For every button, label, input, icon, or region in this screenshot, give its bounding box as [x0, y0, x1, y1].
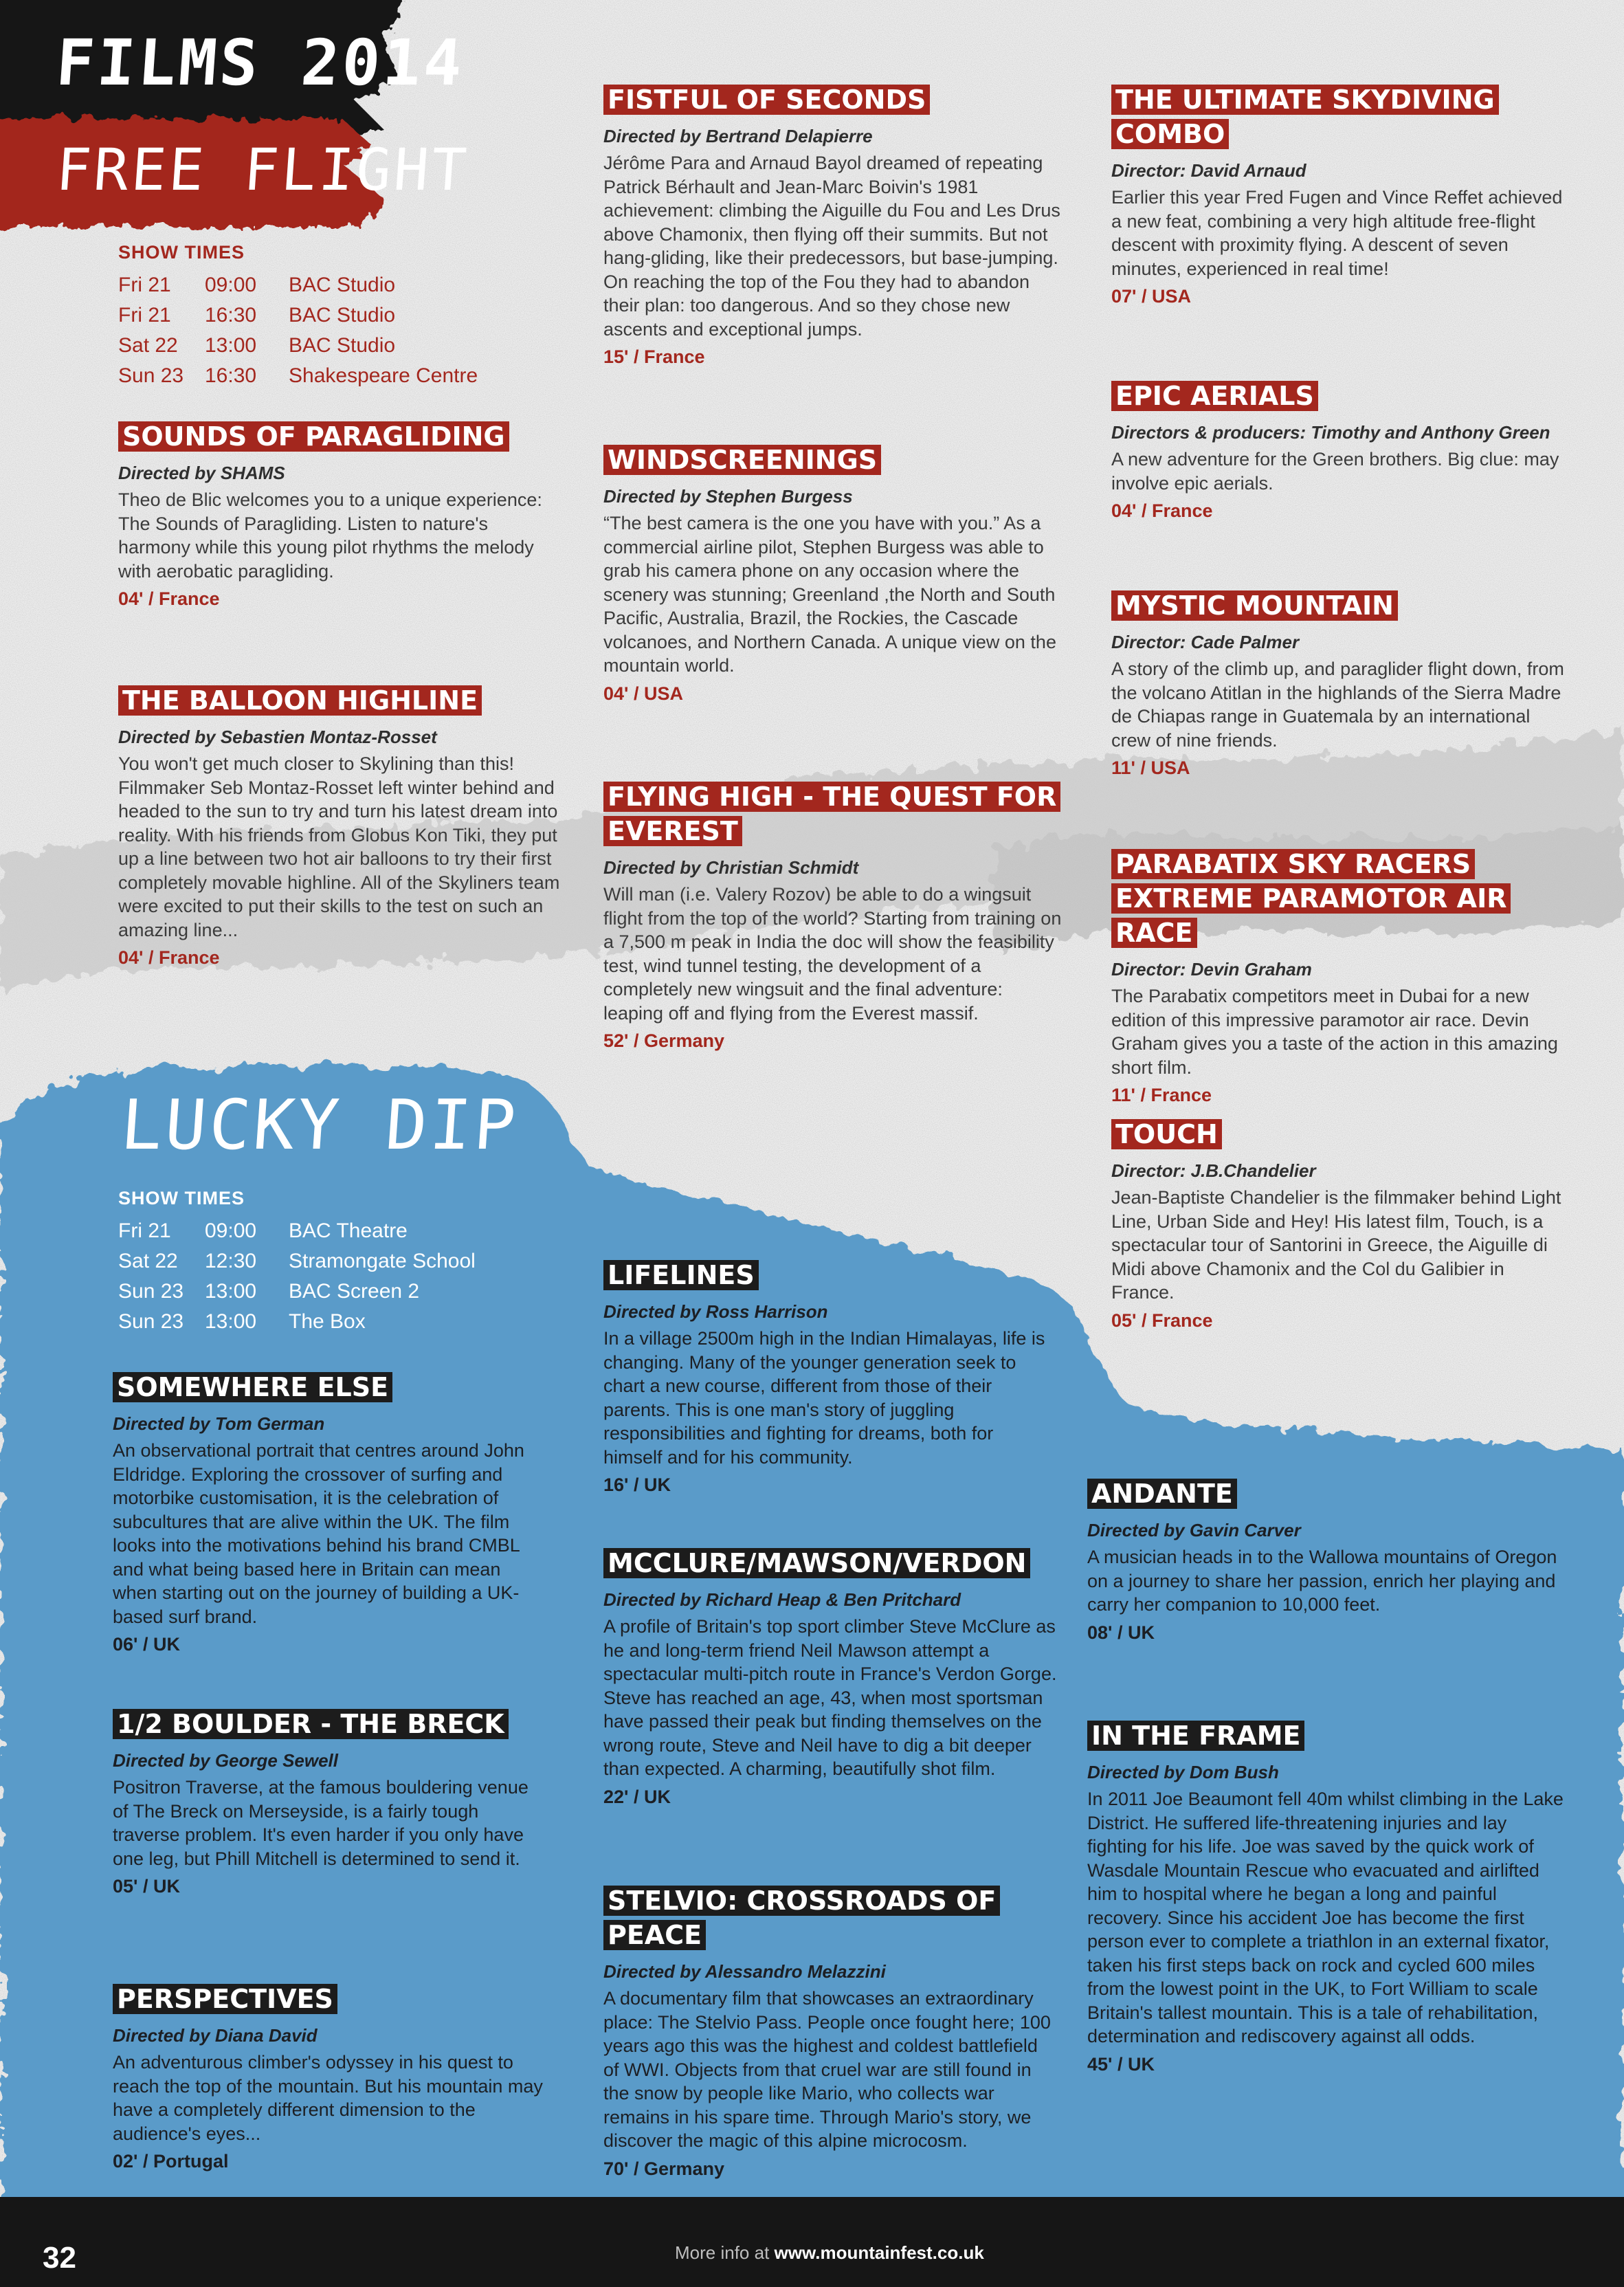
showtimes-label: SHOW TIMES [118, 1188, 245, 1208]
film-director: Directed by SHAMS [118, 463, 285, 483]
film-title: WINDSCREENINGS [603, 445, 881, 475]
film-description: Jérôme Para and Arnaud Bayol dreamed of repeating Patrick Bérhault and Jean-Marc Boivin's 1981 achievement: climbing the Aiguille du Fou and Les Drus above Chamonix, then flying off their summits. But not hang-gliding, like their predecessors, but base-jumping. On reaching the top of the Fou they had to abandon their plan: too dangerous. And so they chose new ascents and exceptional jumps. [603, 153, 1060, 340]
film-director: Directed by Diana David [113, 2025, 318, 2046]
film-director: Directed by Sebastien Montaz-Rosset [118, 727, 437, 747]
showtime-row [118, 1216, 476, 1246]
page-number: 32 [43, 2241, 76, 2275]
film-title: PARABATIX SKY RACERS EXTREME PARAMOTOR AIR RACE [1111, 849, 1511, 948]
film-duration-country: 04' / France [1111, 500, 1213, 521]
showtime-row [118, 270, 478, 300]
showtime-day: Fri 21 [118, 304, 171, 327]
film-title: STELVIO: CROSSROADS OF PEACE [603, 1886, 1000, 1950]
showtime-time: 13:00 [205, 334, 257, 357]
showtime-row [118, 1246, 476, 1277]
film-duration-country: 22' / UK [603, 1786, 671, 1807]
film-director: Director: David Arnaud [1111, 160, 1306, 181]
showtime-day: Sun 23 [118, 1310, 184, 1333]
film-title: SOUNDS OF PARAGLIDING [118, 421, 509, 452]
film-director: Director: J.B.Chandelier [1111, 1160, 1316, 1181]
film-duration-country: 11' / USA [1111, 758, 1190, 778]
film-title: SOMEWHERE ELSE [113, 1372, 392, 1402]
film-duration-country: 06' / UK [113, 1634, 180, 1655]
film-entry [1111, 1117, 1570, 1334]
film-entry [603, 1258, 1057, 1498]
film-duration-country: 04' / France [118, 947, 220, 968]
film-entry [603, 1546, 1057, 1810]
film-duration-country: 11' / France [1111, 1085, 1212, 1105]
film-director: Directed by Gavin Carver [1087, 1520, 1301, 1540]
film-entry [113, 1370, 547, 1657]
showtime-venue: BAC Studio [289, 304, 396, 327]
film-description: An adventurous climber's odyssey in his quest to reach the top of the mountain. But his mountain may have a completely different dimension to the audience's eyes... [113, 2052, 543, 2144]
showtime-venue: The Box [289, 1310, 366, 1333]
film-title: FLYING HIGH - THE QUEST FOR EVEREST [603, 782, 1060, 846]
showtime-time: 16:30 [205, 364, 257, 387]
film-director: Directed by Bertrand Delapierre [603, 126, 873, 146]
film-duration-country: 04' / USA [603, 683, 683, 704]
showtime-venue: BAC Studio [289, 334, 396, 357]
film-entry [603, 443, 1064, 707]
showtime-row [118, 331, 478, 361]
showtime-venue: BAC Theatre [289, 1219, 408, 1242]
film-director: Directed by Alessandro Melazzini [603, 1961, 886, 1982]
showtime-row [118, 1277, 476, 1307]
more-info-prefix: More info at [675, 2242, 775, 2263]
film-description: Will man (i.e. Valery Rozov) be able to do a wingsuit flight from the top of the world? Starting from training on a 7,500 m peak in India the doc will show the feasibility test, wind tunnel testing, the development of a completely new wingsuit and the final adventure: leaping off and flying from the Everest massif. [603, 884, 1062, 1024]
film-description: An observational portrait that centres around John Eldridge. Exploring the crossover of surfing and motorbike customisation, it is the celebration of subcultures that are alive within the UK. The film looks into the motivations behind his brand CMBL and what being based here in Britain can mean when starting out on the journey of building a UK-based surf brand. [113, 1440, 524, 1627]
film-duration-country: 05' / UK [113, 1876, 180, 1897]
film-description: Earlier this year Fred Fugen and Vince Reffet achieved a new feat, combining a very high altitude free-flight descent with proximity flying. A descent of seven minutes, experienced in real time! [1111, 187, 1563, 279]
showtime-venue: Shakespeare Centre [289, 364, 478, 387]
film-entry [118, 419, 565, 612]
film-description: You won't get much closer to Skylining than this! Filmmaker Seb Montaz-Rosset left winter behind and headed to the sun to try and turn his latest dream into reality. With his friends from Globus Kon Tiki, they put up a line between two hot air balloons to try their first completely movable highline. All of the Skyliners team were excited to put their skills to the test on such an amazing line... [118, 753, 560, 940]
showtime-time: 12:30 [205, 1250, 257, 1272]
film-entry [1087, 1719, 1568, 2077]
film-entry [1111, 379, 1570, 524]
film-entry [113, 1982, 547, 2174]
film-title: PERSPECTIVES [113, 1984, 337, 2014]
showtime-venue: BAC Screen 2 [289, 1280, 420, 1303]
film-description: In a village 2500m high in the Indian Himalayas, life is changing. Many of the younger generation seek to chart a new course, different from those of their parents. This is one man's story of juggling responsibilities and fighting for dreams, both for himself and for his community. [603, 1328, 1045, 1468]
showtime-day: Fri 21 [118, 274, 171, 296]
film-director: Directed by Christian Schmidt [603, 857, 859, 878]
film-entry [1111, 82, 1570, 309]
showtime-day: Sat 22 [118, 334, 178, 357]
film-director: Director: Devin Graham [1111, 959, 1312, 980]
free-flight-title: FREE FLIGHT [54, 136, 471, 203]
film-entry [1087, 1477, 1568, 1646]
film-title: MYSTIC MOUNTAIN [1111, 590, 1398, 621]
showtime-time: 09:00 [205, 274, 257, 296]
film-entry [603, 82, 1064, 370]
film-duration-country: 52' / Germany [603, 1030, 725, 1051]
film-description: A documentary film that showcases an extraordinary place: The Stelvio Pass. People once fought here; 100 years ago this was the highest and coldest battlefield of WWI. Objects from that cruel war are still found in the snow by people like Mario, who collects war remains in his spare time. Through Mario's story, we discover the magic of this alpine microcosm. [603, 1988, 1051, 2151]
film-duration-country: 04' / France [118, 588, 220, 609]
film-title: THE BALLOON HIGHLINE [118, 685, 482, 716]
film-description: “The best camera is the one you have with you.” As a commercial airline pilot, Stephen Burgess was able to grab his camera phone on any occasion where the scenery was stunning; Greenland ,the North and South Pacific, Australia, Brazil, the Rockies, the Cascade volcanoes, and Northern Canada. A unique view on the mountain world. [603, 513, 1056, 676]
free-flight-showtimes [118, 242, 478, 391]
film-description: A profile of Britain's top sport climber Steve McClure as he and long-term friend Neil Mawson attempt a spectacular multi-pitch route in France's Verdon Gorge. Steve has reached an age, 43, when most sportsman have passed their peak but finding themselves on the wrong route, Steve and Neil have to dig a bit deeper than expected. A charming, beautifully shot film. [603, 1616, 1057, 1779]
film-director: Directed by Dom Bush [1087, 1762, 1279, 1782]
film-duration-country: 70' / Germany [603, 2158, 725, 2179]
showtime-time: 13:00 [205, 1310, 257, 1333]
film-duration-country: 16' / UK [603, 1474, 671, 1495]
film-entry [118, 683, 565, 971]
website-link[interactable]: www.mountainfest.co.uk [774, 2242, 984, 2263]
film-duration-country: 02' / Portugal [113, 2151, 229, 2172]
showtime-time: 09:00 [205, 1219, 257, 1242]
film-entry [1111, 588, 1570, 781]
film-duration-country: 45' / UK [1087, 2053, 1155, 2075]
film-title: MCCLURE/MAWSON/VERDON [603, 1548, 1030, 1578]
showtime-row [118, 1307, 476, 1337]
showtime-day: Sat 22 [118, 1250, 178, 1272]
film-description: A musician heads in to the Wallowa mountains of Oregon on a journey to share her passion, enrich her playing and carry her companion to 10,000 feet. [1087, 1547, 1557, 1615]
film-description: Positron Traverse, at the famous bouldering venue of The Breck on Merseyside, is a fairly tough traverse problem. It's even harder if you only have one leg, but Phill Mitchell is determined to send it. [113, 1777, 529, 1869]
film-title: 1/2 BOULDER - THE BRECK [113, 1709, 509, 1739]
films-title: FILMS 2014 [54, 26, 467, 100]
film-title: ANDANTE [1087, 1479, 1237, 1509]
film-description: A new adventure for the Green brothers. Big clue: may involve epic aerials. [1111, 449, 1559, 494]
film-title: IN THE FRAME [1087, 1721, 1304, 1751]
film-entry [603, 780, 1064, 1054]
showtime-row [118, 361, 478, 391]
film-title: EPIC AERIALS [1111, 381, 1318, 411]
showtime-day: Fri 21 [118, 1219, 171, 1242]
lucky-dip-title: LUCKY DIP [118, 1085, 521, 1165]
film-description: In 2011 Joe Beaumont fell 40m whilst climbing in the Lake District. He suffered life-threatening injuries and lay fighting for his life. Joe was saved by the quick work of Wasdale Mountain Rescue who evacuated and airlifted him to hospital where he began a long and painful recovery. Since his accident Joe has become the first person ever to complete a triathlon in an external fixator, taken his first steps back on rock and cycled 600 miles from the lowest point in the UK, to Fort William to scale Britain's tallest mountain. This is a tale of rehabilitation, determination and rediscovery against all odds. [1087, 1789, 1564, 2046]
showtime-venue: Stramongate School [289, 1250, 476, 1272]
film-description: Theo de Blic welcomes you to a unique experience: The Sounds of Paragliding. Listen to nature's harmony while this young pilot rhythms the melody with aerobatic paragliding. [118, 489, 542, 582]
film-director: Director: Cade Palmer [1111, 632, 1300, 652]
film-director: Directed by Ross Harrison [603, 1301, 828, 1322]
more-info-text [675, 2242, 984, 2264]
showtime-day: Sun 23 [118, 364, 184, 387]
showtime-row [118, 300, 478, 331]
showtime-day: Sun 23 [118, 1280, 184, 1303]
lucky-dip-showtimes [118, 1188, 476, 1337]
film-director: Directed by George Sewell [113, 1750, 339, 1771]
showtimes-label: SHOW TIMES [118, 242, 245, 263]
film-duration-country: 07' / USA [1111, 286, 1191, 307]
film-description: A story of the climb up, and paraglider flight down, from the volcano Atitlan in the highlands of the Sierra Madre de Chiapas range in Guatemala by an international crew of nine friends. [1111, 659, 1564, 751]
film-duration-country: 15' / France [603, 346, 705, 367]
film-duration-country: 05' / France [1111, 1310, 1213, 1331]
film-entry [113, 1707, 547, 1899]
showtime-venue: BAC Studio [289, 274, 396, 296]
film-description: The Parabatix competitors meet in Dubai for a new edition of this impressive paramotor air race. Devin Graham gives you a taste of the action in this amazing short film. [1111, 986, 1558, 1078]
film-director: Directed by Stephen Burgess [603, 486, 853, 507]
film-title: LIFELINES [603, 1260, 759, 1290]
film-director: Directed by Tom German [113, 1413, 325, 1434]
film-title: TOUCH [1111, 1119, 1222, 1149]
film-entry [1111, 847, 1570, 1108]
film-duration-country: 08' / UK [1087, 1622, 1155, 1643]
film-entry [603, 1883, 1057, 2182]
showtime-time: 13:00 [205, 1280, 257, 1303]
film-description: Jean-Baptiste Chandelier is the filmmaker behind Light Line, Urban Side and Hey! His latest film, Touch, is a spectacular tour of Santorini in Greece, the Aiguille di Midi above Chamonix and the Col du Galibier in France. [1111, 1187, 1561, 1303]
film-director: Directed by Richard Heap & Ben Pritchard [603, 1589, 961, 1610]
film-director: Directors & producers: Timothy and Anthony Green [1111, 422, 1550, 443]
film-title: THE ULTIMATE SKYDIVING COMBO [1111, 85, 1499, 149]
showtime-time: 16:30 [205, 304, 257, 327]
film-title: FISTFUL OF SECONDS [603, 85, 930, 115]
